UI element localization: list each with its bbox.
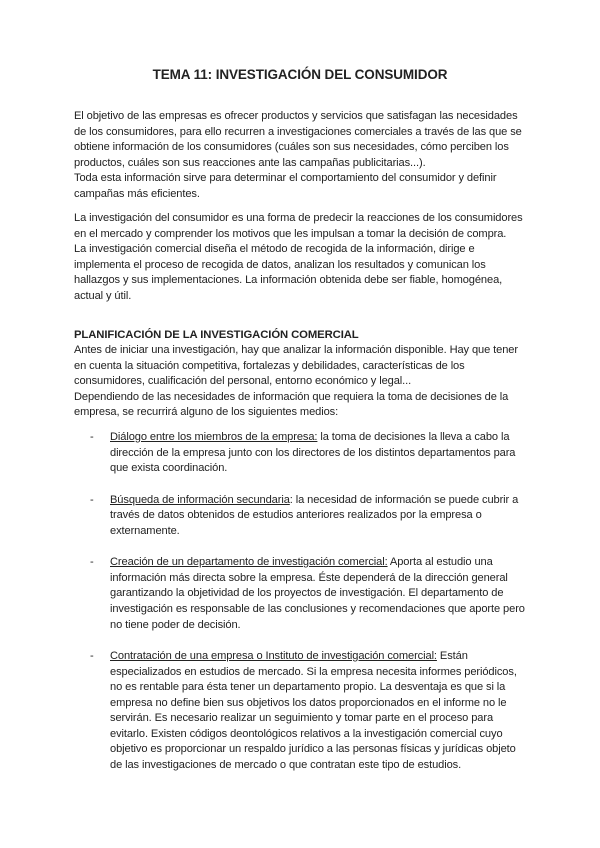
list-item	[90, 649, 530, 774]
intro-paragraph-1	[74, 109, 530, 203]
list-item-term: Contratación de una empresa o Instituto de investigación comercial:	[110, 649, 437, 662]
list-item-text: : la necesidad de información se puede cubrir a través de datos obtenidos de estudios anteriores realizados por la empresa o externamente.	[110, 493, 519, 537]
intro-paragraph-2	[74, 211, 530, 305]
section-intro	[74, 343, 530, 421]
list-item-text: Aporta al estudio una información más directa sobre la empresa. Éste dependerá de la dirección general garantizando la objetividad de los proyectos de investigación. El departamento de investigación es responsable de las conclusiones y recomendaciones que aporte pero no tiene poder de decisión.	[110, 556, 525, 631]
list-dash: -	[90, 556, 94, 569]
intro-text-usage: Toda esta información sirve para determinar el comportamiento del consumidor y definir campañas más eficientes.	[74, 172, 497, 200]
list-item	[90, 555, 530, 633]
section-intro-text-1: Antes de iniciar una investigación, hay que analizar la información disponible. Hay que tener en cuenta la situación competitiva, fortalezas y debilidades, características de los consumidores, cualificación del personal, entorno económico y legal...	[74, 344, 518, 388]
section-heading: PLANIFICACIÓN DE LA INVESTIGACIÓN COMERCIAL	[74, 329, 359, 341]
list-item-term: Creación de un departamento de investigación comercial:	[110, 556, 388, 569]
section-intro-text-2: Dependiendo de las necesidades de información que requiera la toma de decisiones de la empresa, se recurrirá alguno de los siguientes medios:	[74, 390, 509, 419]
list-dash: -	[90, 431, 94, 443]
list-item-term: Búsqueda de información secundaria	[110, 493, 290, 506]
list-dash: -	[90, 493, 94, 506]
intro-text-method: La investigación comercial diseña el método de recogida de la información, dirige e implementa el proceso de recogida de datos, analizan los resultados y comunican los hallazgos y sus implementaciones. La información obtenida debe ser fiable, homogénea, actual y útil.	[74, 243, 503, 302]
list-item	[90, 493, 530, 540]
list-item-text: la toma de decisiones la lleva a cabo la dirección de la empresa junto con los directores de los distintos departamentos para que exista coordinación.	[110, 431, 516, 475]
list-dash: -	[90, 649, 94, 662]
list-item-term: Diálogo entre los miembros de la empresa:	[110, 431, 318, 443]
intro-text-objective: El objetivo de las empresas es ofrecer productos y servicios que satisfagan las necesidades de los consumidores, para ello recurren a investigaciones comerciales a través de las que se obtiene información de los consumidores (cuáles son sus necesidades, cómo perciben los productos, cuáles son sus reacciones ante las campañas publicitarias...).	[74, 110, 522, 169]
page-title: TEMA 11: INVESTIGACIÓN DEL CONSUMIDOR	[152, 67, 448, 82]
methods-list	[90, 430, 530, 789]
intro-text-definition: La investigación del consumidor es una forma de predecir la reacciones de los consumidores en el mercado y comprender los motivos que les impulsan a tomar la decisión de compra.	[74, 212, 523, 240]
list-item	[90, 430, 530, 477]
list-item-text: Están especializados en estudios de mercado. Si la empresa necesita informes periódicos, no es rentable para ésta tener un departamento propio. La desventaja es que si la empresa no define bien sus objetivos los datos proporcionados en el informe no le servirán. Es necesario realizar un seguimiento y tomar parte en el proceso para evitarlo. Existen códigos deontológicos relativos a la investigación comercial cuyo objetivo es proporcionar un respaldo jurídico a las personas físicas y jurídicas objeto de las investigaciones de mercado o que contratan este tipo de estudios.	[110, 649, 517, 772]
